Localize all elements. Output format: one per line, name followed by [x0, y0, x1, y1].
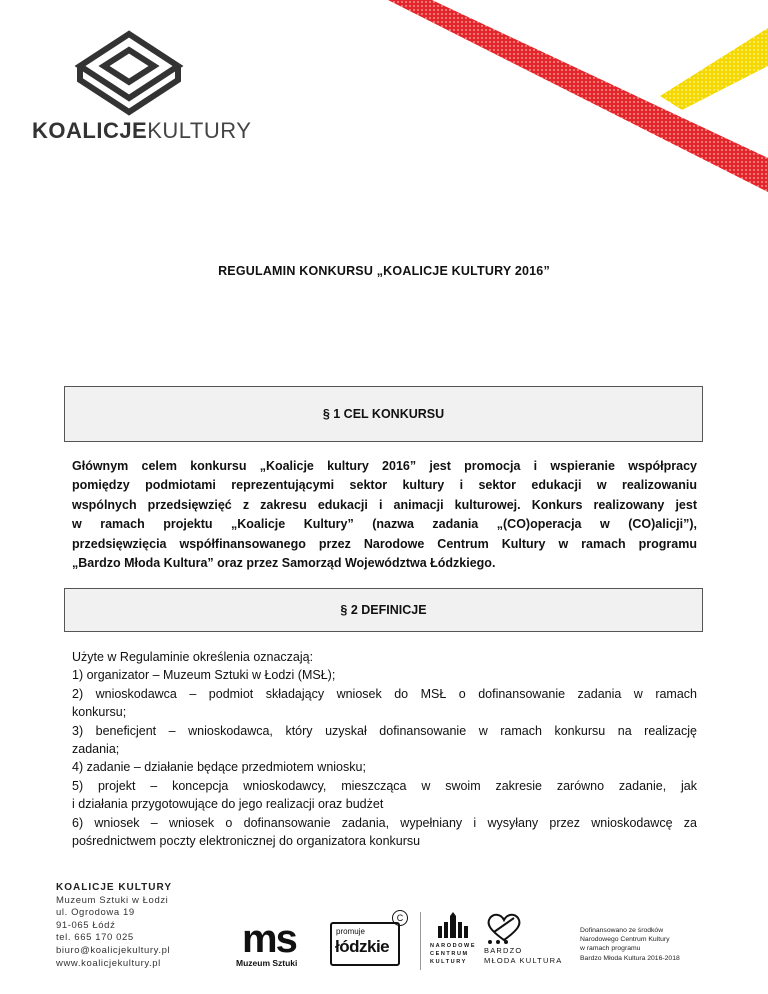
- definition-line: 5) projekt – koncepcja wnioskodawcy, mieszcząca w swoim zakresie zarówno zadanie, jak: [72, 778, 697, 793]
- ms-caption: Muzeum Sztuki: [236, 958, 298, 968]
- nck-text: [430, 942, 476, 966]
- section-1-line: wspólnych przedsięwzięć z zakresu edukacji i animacji kulturowej. Konkurs realizowany jest: [72, 497, 697, 512]
- definition-line: i działania przygotowujące do jego realizacji oraz budżet: [72, 797, 384, 812]
- bmk-text: [484, 946, 562, 966]
- footer-address-line: 91-065 Łódź: [56, 919, 116, 931]
- footer-org-name: KOALICJE KULTURY: [56, 882, 172, 893]
- footer-email: biuro@koalicjekultury.pl: [56, 944, 171, 956]
- footer-address-line: Muzeum Sztuki w Łodzi: [56, 894, 169, 906]
- koalicje-kultury-logo: [32, 30, 252, 143]
- promuje-text: promuje: [336, 927, 365, 936]
- section-2-definitions: [72, 648, 697, 850]
- funding-line: Dofinansowano ze środków: [580, 927, 664, 934]
- definition-line: 6) wniosek – wniosek o dofinansowanie zadania, wypełniany i wysyłany przez wnioskodawcę za: [72, 815, 697, 830]
- bardzo-mloda-kultura-logo: [480, 912, 570, 972]
- logo-wordmark: [32, 118, 251, 144]
- definition-line: 3) beneficjent – wnioskodawca, który uzyskał dofinansowanie w ramach konkursu na realizację: [72, 723, 697, 738]
- bmk-line: BARDZO: [484, 946, 523, 955]
- logo-light-text: KULTURY: [147, 118, 252, 143]
- copyright-circle-icon: C: [392, 910, 408, 926]
- section-1-line: „Bardzo Młoda Kultura” oraz przez Samorząd Województwa Łódzkiego.: [72, 556, 496, 571]
- document-title: REGULAMIN KONKURSU „KOALICJE KULTURY 2016”: [218, 264, 550, 278]
- section-1-heading: § 1 CEL KONKURSU: [322, 407, 445, 421]
- section-1-paragraph: [72, 457, 697, 573]
- ms-letters: ms: [242, 917, 296, 961]
- red-ribbon: [388, 0, 768, 192]
- section-2-heading-box: [64, 588, 703, 632]
- section-1-line: w ramach projektu „Koalicje Kultury” (nazwa zadania „(CO)operacja w (CO)alicji”),: [72, 517, 697, 532]
- funding-line: Bardzo Młoda Kultura 2016-2018: [580, 954, 680, 962]
- section-1-heading-box: [64, 386, 703, 442]
- nck-line: KULTURY: [430, 959, 467, 965]
- definition-line: Użyte w Regulaminie określenia oznaczają:: [72, 650, 314, 664]
- muzeum-sztuki-logo: [236, 917, 318, 968]
- nck-line: NARODOWE: [430, 943, 477, 949]
- definition-line: pośrednictwem poczty elektronicznej do organizatora konkursu: [72, 834, 421, 849]
- section-1-line: Głównym celem konkursu „Koalicje kultury 2016” jest promocja i wspieranie współpracy: [72, 459, 697, 473]
- footer-phone: tel. 665 170 025: [56, 932, 134, 944]
- koalicje-logo-mark-icon: [74, 30, 184, 116]
- yellow-ribbon: [660, 28, 768, 110]
- nck-crown-icon: [434, 912, 474, 940]
- logo-bold-text: KOALICJE: [32, 118, 148, 143]
- funding-note: [580, 926, 680, 963]
- footer-website: www.koalicjekultury.pl: [56, 957, 161, 969]
- section-2-heading: § 2 DEFINICJE: [340, 603, 427, 617]
- definition-line: konkursu;: [72, 705, 127, 720]
- funding-line: w ramach programu: [580, 945, 641, 953]
- definition-line: 2) wnioskodawca – podmiot składający wniosek do MSŁ o dofinansowanie zadania w ramach: [72, 686, 697, 701]
- bmk-heart-icon: [484, 912, 524, 944]
- narodowe-centrum-kultury-logo: [428, 912, 478, 974]
- lodzkie-text: łódzkie: [335, 937, 390, 956]
- footer-address-line: ul. Ogrodowa 19: [56, 907, 135, 919]
- definition-line: 1) organizator – Muzeum Sztuki w Łodzi (MSŁ);: [72, 668, 336, 683]
- nck-line: CENTRUM: [430, 951, 469, 957]
- definition-line: zadania;: [72, 742, 120, 757]
- funding-line: Narodowego Centrum Kultury: [580, 936, 670, 944]
- bmk-line: MŁODA KULTURA: [484, 956, 563, 965]
- section-1-line: pomiędzy podmiotami reprezentującymi sektor kultury i sektor edukacji w realizowaniu: [72, 478, 697, 493]
- footer-address: [56, 882, 172, 970]
- footer-divider: [420, 912, 421, 970]
- definition-line: 4) zadanie – działanie będące przedmiotem wniosku;: [72, 760, 366, 775]
- promuje-lodzkie-logo: [330, 922, 400, 966]
- section-1-line: przedsięwzięcia współfinansowanego przez Narodowe Centrum Kultury w ramach programu: [72, 536, 697, 551]
